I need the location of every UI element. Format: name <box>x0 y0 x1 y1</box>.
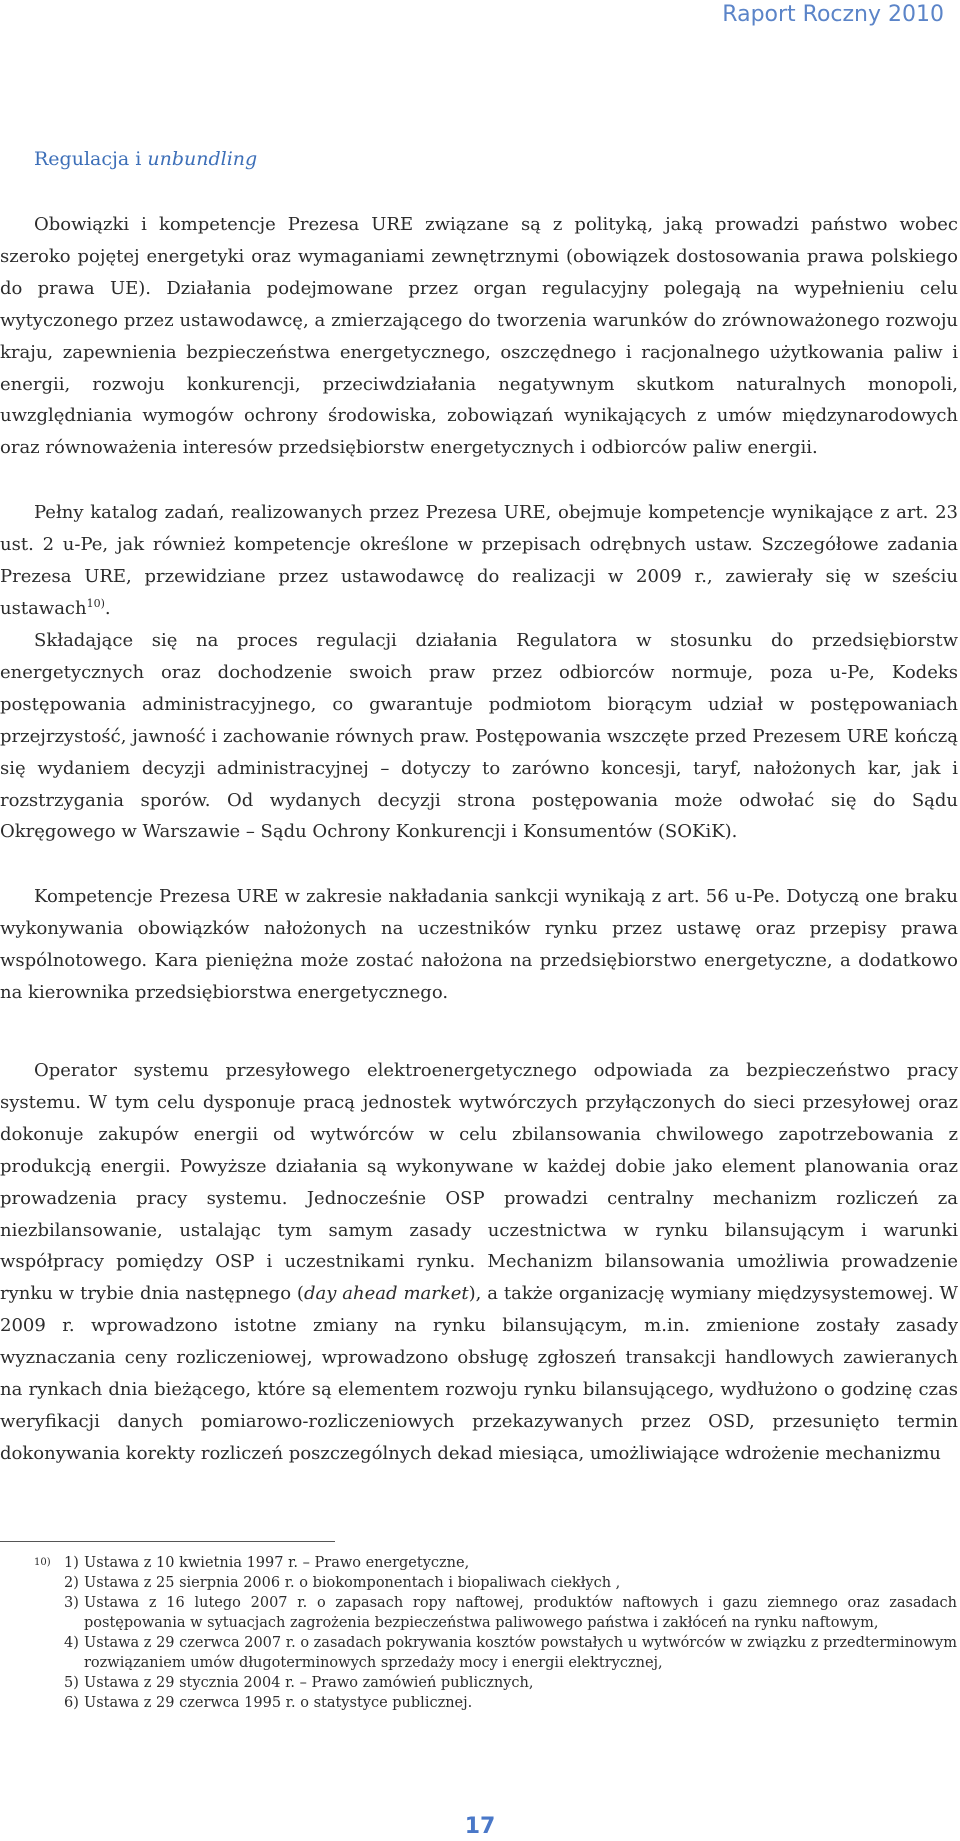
footnote-reference: 10) <box>86 596 105 610</box>
paragraph-catalog <box>0 497 958 625</box>
footnote-divider <box>0 1541 335 1542</box>
paragraph-text: Kompetencje Prezesa URE w zakresie nakładania sankcji wynikają z art. 56 u-Pe. Dotyczą one braku wykonywania obowiązków nałożonych na uczestników rynku przez ustawę oraz przepisy prawa wspólnotowego. Kara pieniężna może zostać nałożona na przedsiębiorstwo energetyczne, a dodatkowo na kierownika przedsiębiorstwa energetycznego. <box>0 886 958 1003</box>
footnote-item-text: Ustawa z 10 kwietnia 1997 r. – Prawo energetyczne, <box>84 1555 470 1571</box>
footnote-item <box>64 1573 957 1593</box>
paragraph-text-tail: . <box>104 597 111 619</box>
footnote-item-number: 5) <box>64 1675 79 1691</box>
paragraph-text: Pełny katalog zadań, realizowanych przez Prezesa URE, obejmuje kompetencje wynikające z art. 23 ust. 2 u-Pe, jak również kompetencje określone w przepisach odrębnych ustaw. Szczegółowe zadania Prezesa URE, przewidziane przez ustawodawcę do realizacji w 2009 r., zawierały się w sześciu ustawach <box>0 502 958 619</box>
paragraph-sanctions <box>0 881 958 1009</box>
paragraph-procedure <box>0 625 958 848</box>
footnote-item <box>64 1593 957 1633</box>
page-number: 17 <box>464 1814 496 1839</box>
footnote-item-text: Ustawa z 29 czerwca 1995 r. o statystyce publicznej. <box>84 1695 473 1711</box>
footnote-item <box>64 1693 957 1713</box>
paragraph-text: Operator systemu przesyłowego elektroenergetycznego odpowiada za bezpieczeństwo pracy systemu. W tym celu dysponuje pracą jednostek wytwórczych przyłączonych do sieci przesyłowej oraz dokonuje zakupów energii od wytwórców w celu zbilansowania chwilowego zapotrzebowania z produkcją energii. Powyższe działania są wykonywane w każdej dobie jako element planowania oraz prowadzenia pracy systemu. Jednocześnie OSP prowadzi centralny mechanizm rozliczeń za niezbilansowanie, ustalając tym samym zasady uczestnictwa w rynku bilansującym i warunki współpracy pomiędzy OSP i uczestnikami rynku. Mechanizm bilansowania umożliwia prowadzenie rynku w trybie dnia następnego ( <box>0 1060 958 1305</box>
paragraph-text-continued: ), a także organizację wymiany międzysystemowej. W 2009 r. wprowadzono istotne zmiany na rynku bilansującym, m.in. zmienione zostały zasady wyznaczania ceny rozliczeniowej, wprowadzono obsługę zgłoszeń transakcji handlowych zawieranych na rynkach dnia bieżącego, które są elementem rozwoju rynku bilansującego, wydłużono o godzinę czas weryfikacji danych pomiarowo-rozliczeniowych przekazywanych przez OSD, przesunięto termin dokonywania korekty rozliczeń poszczególnych dekad miesiąca, umożliwiające wdrożenie mechanizmu <box>0 1283 958 1464</box>
running-header: Raport Roczny 2010 <box>722 2 944 27</box>
footnote-item-number: 6) <box>64 1695 79 1711</box>
section-title <box>34 148 257 170</box>
footnote-item <box>64 1553 957 1573</box>
paragraph-operator <box>0 1055 958 1470</box>
section-title-italic: unbundling <box>147 148 258 170</box>
footnote-item <box>64 1673 957 1693</box>
footnote-item-text: Ustawa z 16 lutego 2007 r. o zapasach ropy naftowej, produktów naftowych i gazu ziemnego oraz zasadach postępowania w sytuacjach zagrożenia bezpieczeństwa paliwowego państwa i zakłóceń na rynku naftowym, <box>84 1595 957 1631</box>
footnote-list <box>64 1553 957 1713</box>
footnote-item-number: 1) <box>64 1555 79 1571</box>
paragraph-obligations <box>0 209 958 464</box>
footnote-item-text: Ustawa z 29 stycznia 2004 r. – Prawo zamówień publicznych, <box>84 1675 534 1691</box>
footnote-marker: 10) <box>34 1557 51 1568</box>
footnote-item-number: 2) <box>64 1575 79 1591</box>
footnote-item <box>64 1633 957 1673</box>
paragraph-italic-term: day ahead market <box>303 1283 469 1305</box>
footnote-item-number: 4) <box>64 1635 79 1651</box>
footnote-item-text: Ustawa z 29 czerwca 2007 r. o zasadach pokrywania kosztów powstałych u wytwórców w związku z przedterminowym rozwiązaniem umów długoterminowych sprzedaży mocy i energii elektrycznej, <box>84 1635 957 1671</box>
footnote-item-text: Ustawa z 25 sierpnia 2006 r. o biokomponentach i biopaliwach ciekłych , <box>84 1575 621 1591</box>
paragraph-text: Składające się na proces regulacji działania Regulatora w stosunku do przedsiębiorstw energetycznych oraz dochodzenie swoich praw przez odbiorców normuje, poza u-Pe, Kodeks postępowania administracyjnego, co gwarantuje podmiotom biorącym udział w postępowaniach przejrzystość, jawność i zachowanie równych praw. Postępowania wszczęte przed Prezesem URE kończą się wydaniem decyzji administracyjnej – dotyczy to zarówno koncesji, taryf, nałożonych kar, jak i rozstrzygania sporów. Od wydanych decyzji strona postępowania może odwołać się do Sądu Okręgowego w Warszawie – Sądu Ochrony Konkurencji i Konsumentów (SOKiK). <box>0 630 958 843</box>
section-title-text: Regulacja i <box>34 148 148 170</box>
paragraph-text: Obowiązki i kompetencje Prezesa URE związane są z polityką, jaką prowadzi państwo wobec szeroko pojętej energetyki oraz wymaganiami zewnętrznymi (obowiązek dostosowania prawa polskiego do prawa UE). Działania podejmowane przez organ regulacyjny polegają na wypełnieniu celu wytyczonego przez ustawodawcę, a zmierzającego do tworzenia warunków do zrównoważonego rozwoju kraju, zapewnienia bezpieczeństwa energetycznego, oszczędnego i racjonalnego użytkowania paliw i energii, rozwoju konkurencji, przeciwdziałania negatywnym skutkom naturalnych monopoli, uwzględniania wymogów ochrony środowiska, zobowiązań wynikających z umów międzynarodowych oraz równoważenia interesów przedsiębiorstw energetycznych i odbiorców paliw energii. <box>0 214 958 459</box>
footnote-item-number: 3) <box>64 1595 79 1611</box>
